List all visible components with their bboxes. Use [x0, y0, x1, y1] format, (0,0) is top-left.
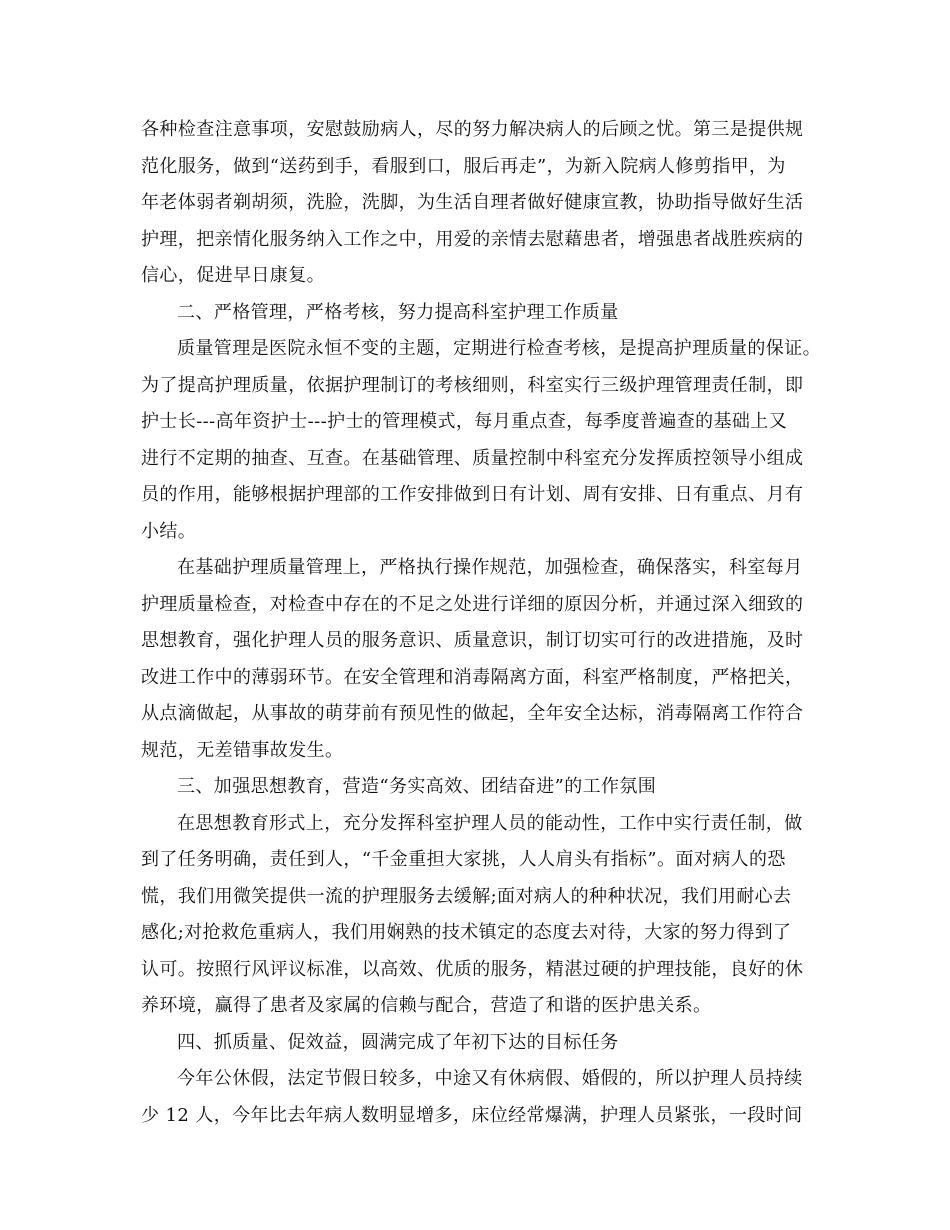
text-line: 认可。按照行风评议标准，以高效、优质的服务，精湛过硬的护理技能，良好的休 — [141, 958, 804, 980]
text-line: 范化服务，做到“送药到手，看服到口，服后再走”，为新入院病人修剪指甲，为 — [141, 155, 786, 177]
text-line: 规范，无差错事故发生。 — [141, 739, 344, 761]
text-line: 改进工作中的薄弱环节。在安全管理和消毒隔离方面，科室严格制度，严格把关， — [141, 666, 804, 688]
text-line: 在思想教育形式上，充分发挥科室护理人员的能动性，工作中实行责任制，做 — [177, 812, 803, 834]
text-line: 到了任务明确，责任到人，“千金重担大家挑，人人肩头有指标”。面对病人的恐 — [141, 849, 786, 870]
text-line: 在基础护理质量管理上，严格执行操作规范，加强检查，确保落实，科室每月 — [177, 557, 803, 578]
text-line: 年老体弱者剃胡须，洗脸，洗脚，为生活自理者做好健康宣教，协助指导做好生活 — [141, 192, 804, 213]
text-line: 感化;对抢救危重病人，我们用娴熟的技术镇定的态度去对待，大家的努力得到了 — [141, 922, 792, 943]
text-line: 进行不定期的抽查、互查。在基础管理、质量控制中科室充分发挥质控领导小组成 — [141, 447, 804, 469]
text-line: 养环境，赢得了患者及家属的信赖与配合，营造了和谐的医护患关系。 — [141, 995, 712, 1016]
text-line: 二、严格管理，严格考核，努力提高科室护理工作质量 — [177, 301, 619, 323]
text-line: 护士长---高年资护士---护士的管理模式，每月重点查，每季度普遍查的基础上又 — [141, 411, 788, 432]
text-line: 少 12 人，今年比去年病人数明显增多，床位经常爆满，护理人员紧张，一段时间 — [141, 1104, 803, 1126]
text-line: 护理，把亲情化服务纳入工作之中，用爱的亲情去慰藉患者，增强患者战胜疾病的 — [141, 228, 804, 250]
text-line: 员的作用，能够根据护理部的工作安排做到日有计划、周有安排、日有重点、月有 — [141, 484, 804, 505]
text-line: 四、抓质量、促效益，圆满完成了年初下达的目标任务 — [177, 1031, 619, 1053]
text-line: 护理质量检查，对检查中存在的不足之处进行详细的原因分析，并通过深入细致的 — [141, 593, 804, 615]
document-body — [141, 112, 826, 1134]
text-line: 各种检查注意事项，安慰鼓励病人，尽的努力解决病人的后顾之忧。第三是提供规 — [141, 119, 804, 140]
text-line: 思想教育，强化护理人员的服务意识、质量意识，制订切实可行的改进措施，及时 — [141, 630, 804, 651]
text-line: 今年公休假，法定节假日较多，中途又有休病假、婚假的，所以护理人员持续 — [177, 1068, 803, 1089]
text-line: 三、加强思想教育，营造“务实高效、团结奋进”的工作氛围 — [177, 776, 657, 797]
text-line: 慌，我们用微笑提供一流的护理服务去缓解;面对病人的种种状况，我们用耐心去 — [141, 885, 792, 907]
text-line: 质量管理是医院永恒不变的主题，定期进行检查考核，是提高护理质量的保证。 — [177, 338, 821, 359]
text-line: 为了提高护理质量，依据护理制订的考核细则，科室实行三级护理管理责任制，即 — [141, 374, 804, 396]
text-line: 小结。 — [141, 520, 197, 542]
text-line: 信心，促进早日康复。 — [141, 265, 325, 286]
text-line: 从点滴做起，从事故的萌芽前有预见性的做起，全年安全达标，消毒隔离工作符合 — [141, 703, 804, 724]
